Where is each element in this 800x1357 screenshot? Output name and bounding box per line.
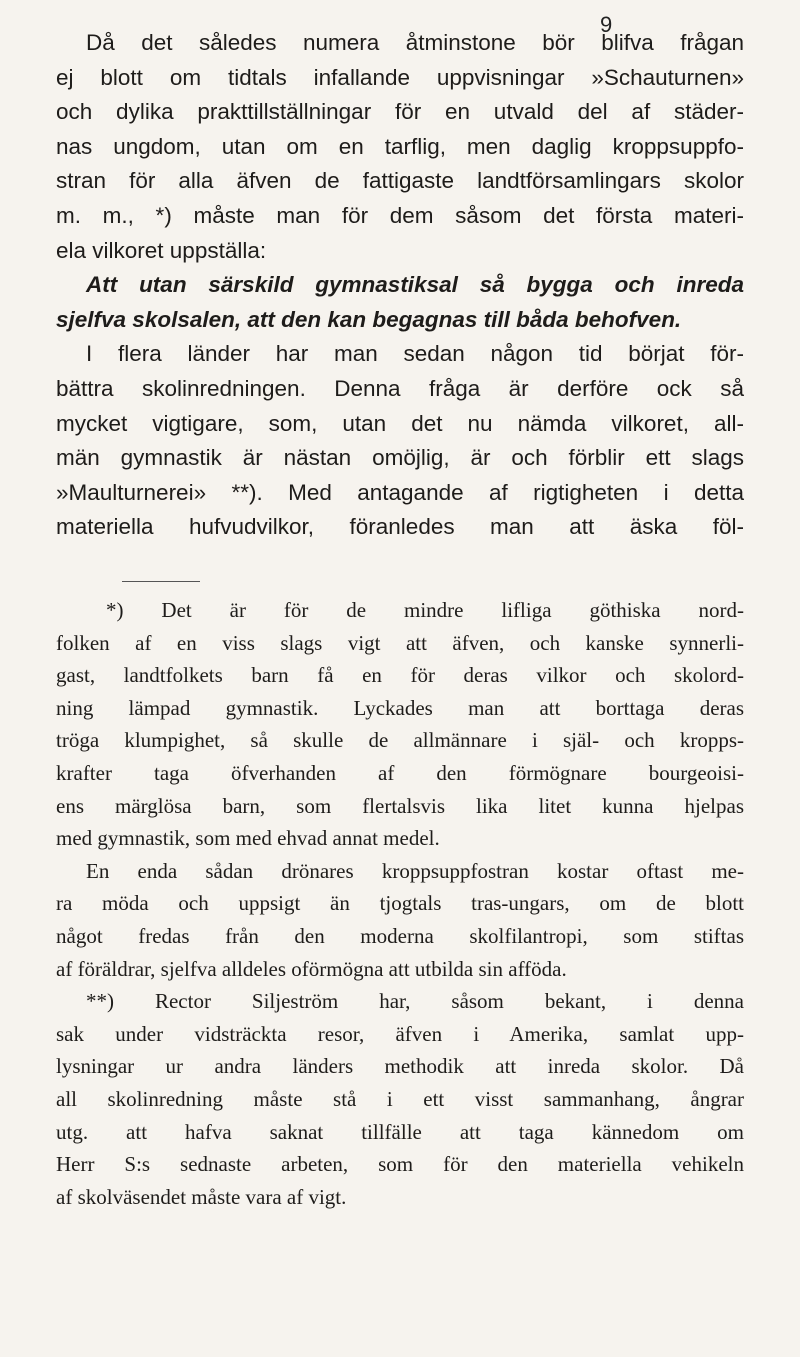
text-line: nas ungdom, utan om en tarflig, men daglig kroppsuppfo- bbox=[56, 133, 744, 159]
text-line: bättra skolinredningen. Denna fråga är derföre ock så bbox=[56, 375, 744, 401]
footnote-line: En enda sådan drönares kroppsuppfostran kostar oftast me- bbox=[86, 858, 744, 883]
main-text bbox=[56, 26, 744, 545]
emphasis-line: sjelfva skolsalen, att den kan begagnas till båda behofven. bbox=[56, 306, 682, 332]
footnote-line: Herr S:s sednaste arbeten, som för den materiella vehikeln bbox=[56, 1152, 744, 1177]
footnote-line: något fredas från den moderna skolfilantropi, som stiftas bbox=[56, 923, 744, 948]
footnote-line: ning lämpad gymnastik. Lyckades man att borttaga deras bbox=[56, 695, 744, 720]
footnote-line: ens märglösa barn, som flertalsvis lika litet kunna hjelpas bbox=[56, 793, 744, 818]
footnote-line: med gymnastik, som med ehvad annat medel. bbox=[56, 826, 440, 851]
footnote-line: lysningar ur andra länders methodik att inreda skolor. Då bbox=[56, 1054, 744, 1079]
footnote-line: all skolinredning måste stå i ett visst sammanhang, ångrar bbox=[56, 1086, 744, 1111]
footnote-line: tröga klumpighet, så skulle de allmännare i själ- och kropps- bbox=[56, 728, 744, 753]
text-line: materiella hufvudvilkor, föranledes man att äska föl- bbox=[56, 514, 744, 540]
text-line: ela vilkoret uppställa: bbox=[56, 237, 267, 263]
footnote-line: gast, landtfolkets barn få en för deras vilkor och skolord- bbox=[56, 663, 744, 688]
footnote-divider bbox=[122, 581, 200, 582]
text-line: m. m., *) måste man för dem såsom det första materi- bbox=[56, 202, 744, 228]
footnote-line: **) Rector Siljeström har, såsom bekant, i denna bbox=[86, 989, 744, 1014]
text-line: Då det således numera åtminstone bör blifva frågan bbox=[86, 30, 744, 55]
text-line: »Maulturnerei» **). Med antagande af rigtigheten i detta bbox=[56, 479, 744, 505]
footnote-line: sak under vidsträckta resor, äfven i Amerika, samlat upp- bbox=[56, 1021, 744, 1046]
text-line: män gymnastik är nästan omöjlig, är och förblir ett slags bbox=[56, 445, 744, 471]
text-line: I flera länder har man sedan någon tid börjat för- bbox=[86, 341, 744, 367]
text-line: mycket vigtigare, som, utan det nu nämda vilkoret, all- bbox=[56, 410, 744, 436]
footnote-line: ra möda och uppsigt än tjogtals tras-ungars, om de blott bbox=[56, 891, 744, 916]
footnote-line: af skolväsendet måste vara af vigt. bbox=[56, 1184, 347, 1209]
footnote-line: *) Det är för de mindre lifliga göthiska nord- bbox=[106, 598, 744, 622]
footnote-line: folken af en viss slags vigt att äfven, och kanske synnerli- bbox=[56, 630, 744, 655]
text-line: och dylika prakttillställningar för en utvald del af städer- bbox=[56, 99, 744, 125]
emphasis-line: Att utan särskild gymnastiksal så bygga och inreda bbox=[86, 272, 744, 298]
footnote-line: af föräldrar, sjelfva alldeles oförmögna att utbilda sin afföda. bbox=[56, 956, 567, 981]
page-number: 9 bbox=[600, 12, 613, 37]
footnote-line: krafter taga öfverhanden af den förmögnare bourgeoisi- bbox=[56, 760, 744, 785]
text-line: ej blott om tidtals infallande uppvisningar »Schauturnen» bbox=[56, 64, 744, 90]
text-line: stran för alla äfven de fattigaste landtförsamlingars skolor bbox=[56, 168, 744, 194]
footnotes bbox=[56, 594, 744, 1213]
footnote-line: utg. att hafva saknat tillfälle att taga kännedom om bbox=[56, 1119, 744, 1144]
